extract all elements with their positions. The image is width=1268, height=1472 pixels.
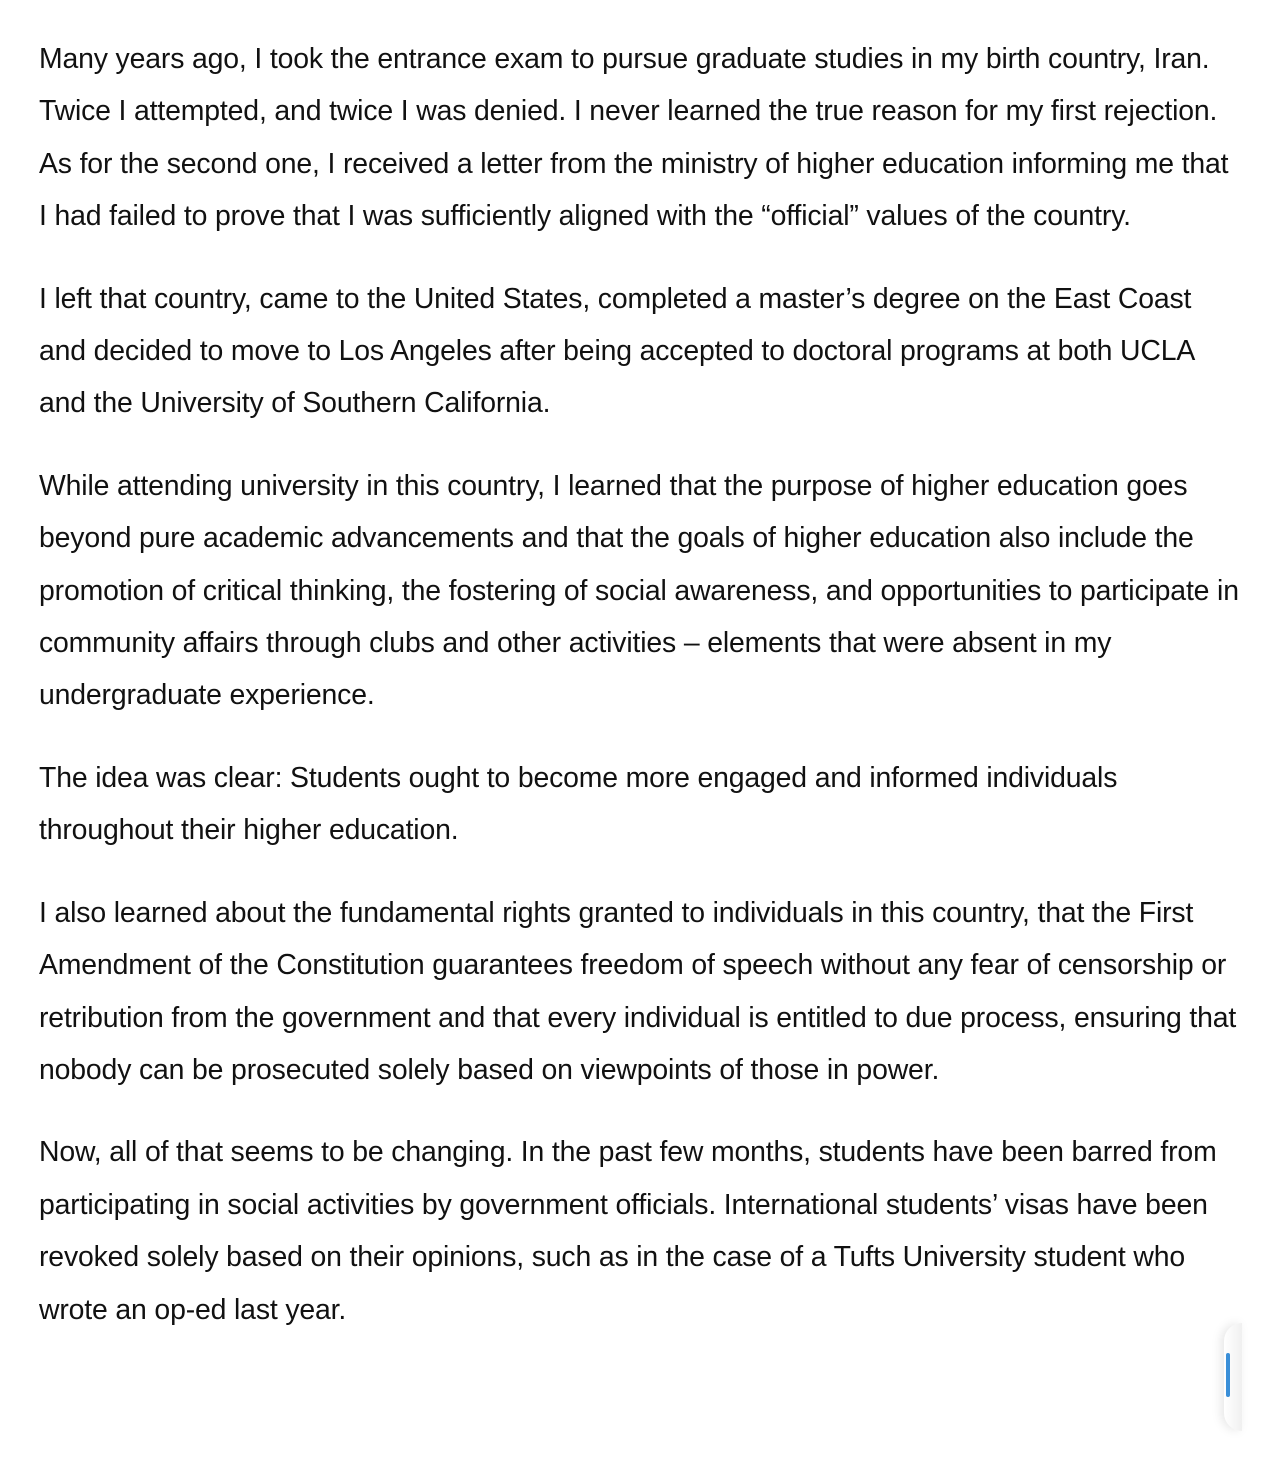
floating-widget-accent xyxy=(1226,1353,1230,1397)
article-body xyxy=(39,33,1239,1336)
floating-widget-edge[interactable] xyxy=(1224,1323,1242,1431)
article-paragraph-5: I also learned about the fundamental rights granted to individuals in this country, that the First Amendment of the Constitution guarantees freedom of speech without any fear of censorship or retribution from the government and that every individual is entitled to due process, ensuring that nobody can be prosecuted solely based on viewpoints of those in power. xyxy=(39,896,1237,1086)
article-paragraph-3: While attending university in this country, I learned that the purpose of higher education goes beyond pure academic advancements and that the goals of higher education also include the promotion of critical thinking, the fostering of social awareness, and opportunities to participate in community affairs through clubs and other activities – elements that were absent in my undergraduate experience. xyxy=(39,469,1239,712)
article-paragraph-6: Now, all of that seems to be changing. In the past few months, students have been barred from participating in social activities by government officials. International students’ visas have been revoked solely based on their opinions, such as in the case of a Tufts University student who wrote an op-ed last year. xyxy=(39,1136,1217,1326)
article-paragraph-4: The idea was clear: Students ought to become more engaged and informed individuals throughout their higher education. xyxy=(39,761,1118,847)
article-paragraph-1: Many years ago, I took the entrance exam to pursue graduate studies in my birth country, Iran. Twice I attempted, and twice I was denied. I never learned the true reason for my first rejection. As for the second one, I received a letter from the ministry of higher education informing me that I had failed to prove that I was sufficiently aligned with the “official” values of the country. xyxy=(39,43,1229,233)
article-paragraph-2: I left that country, came to the United States, completed a master’s degree on the East Coast and decided to move to Los Angeles after being accepted to doctoral programs at both UCLA and the University of Southern California. xyxy=(39,282,1194,420)
